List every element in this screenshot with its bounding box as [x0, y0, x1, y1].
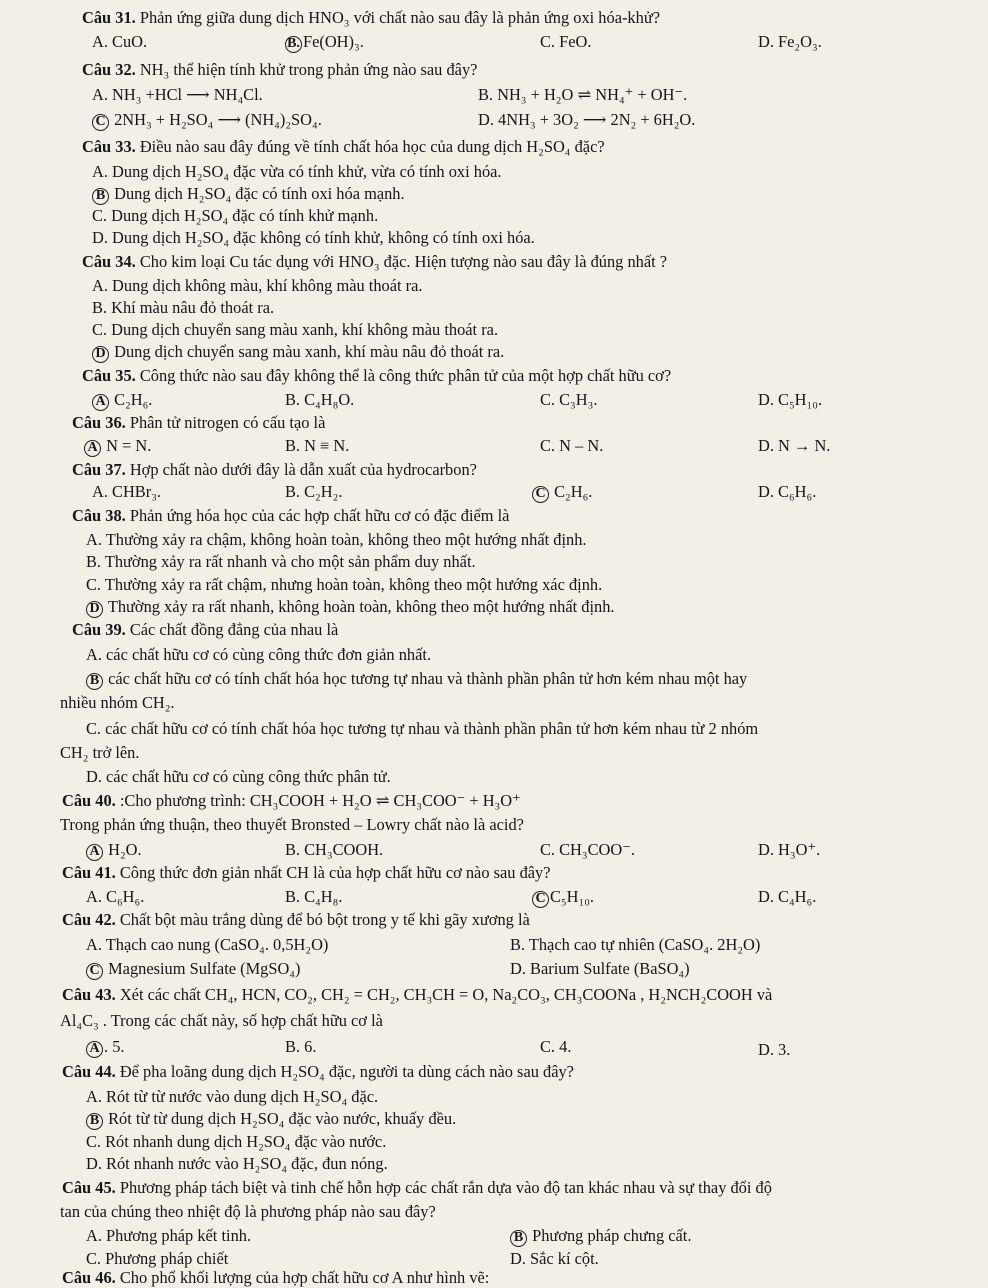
answer-circle-mark: A — [84, 440, 101, 457]
q43-option-b: B. 6. — [285, 1037, 317, 1056]
question-label: Câu 44. — [62, 1062, 116, 1081]
q36-option-a — [84, 436, 151, 457]
question-37-stem — [72, 460, 477, 480]
option-text: Dung dịch H₂SO₄ đặc có tính oxi hóa mạnh. — [114, 184, 405, 203]
question-36-stem — [72, 413, 325, 433]
q41-option-c — [532, 887, 594, 908]
question-44-stem — [62, 1062, 574, 1082]
q34-option-c: C. Dung dịch chuyển sang màu xanh, khí không màu thoát ra. — [92, 320, 499, 339]
q40-option-b: B. CH₃COOH. — [285, 840, 384, 859]
option-text: H₂O. — [108, 840, 142, 859]
answer-circle-mark: C — [86, 963, 103, 980]
q42-option-a: A. Thạch cao nung (CaSO₄. 0,5H₂O) — [86, 935, 329, 954]
q43-option-a — [86, 1037, 125, 1058]
question-32-stem — [82, 60, 477, 80]
answer-circle-mark: D — [92, 346, 109, 363]
question-label: Câu 39. — [72, 620, 126, 639]
q44-option-a: A. Rót từ từ nước vào dung dịch H₂SO₄ đặc. — [86, 1087, 379, 1106]
q38-option-b: B. Thường xảy ra rất nhanh và cho một sản phẩm duy nhất. — [86, 552, 476, 571]
q35-option-a — [92, 390, 152, 411]
q32-option-c — [92, 110, 322, 131]
q40-option-a — [86, 840, 142, 861]
question-label: Câu 37. — [72, 460, 126, 479]
question-label: Câu 43. — [62, 985, 116, 1004]
question-40-stem-line2: Trong phản ứng thuận, theo thuyết Bronsted – Lowry chất nào là acid? — [60, 815, 524, 834]
question-text: NH₃ thể hiện tính khử trong phản ứng nào sau đây? — [139, 60, 478, 79]
question-40-stem — [62, 791, 521, 811]
q39-option-c-continued: CH₂ trở lên. — [60, 743, 140, 762]
answer-circle-mark: B — [510, 1230, 527, 1247]
q44-option-c: C. Rót nhanh dung dịch H₂SO₄ đặc vào nước. — [86, 1132, 387, 1151]
question-34-stem — [82, 252, 667, 272]
q31-option-a: A. CuO. — [92, 32, 148, 51]
q40-option-c: C. CH₃COO⁻. — [540, 840, 635, 859]
option-text: Phương pháp chưng cất. — [532, 1226, 692, 1245]
option-text: N = N. — [106, 436, 152, 455]
q41-option-d: D. C₄H₆. — [758, 887, 817, 906]
question-text: :Cho phương trình: CH₃COOH + H₂O ⇌ CH₃COO⁻ + H₃O⁺ — [119, 791, 521, 810]
q42-option-d: D. Barium Sulfate (BaSO₄) — [510, 959, 690, 978]
question-text: Phương pháp tách biệt và tinh chế hỗn hợp các chất rắn dựa vào độ tan khác nhau và sự thay đổi độ — [119, 1178, 772, 1197]
q36-option-c: C. N – N. — [540, 436, 604, 455]
question-text: Các chất đồng đẳng của nhau là — [129, 620, 339, 639]
q32-option-b: B. NH₃ + H₂O ⇌ NH₄⁺ + OH⁻. — [478, 85, 688, 104]
option-text: C₂H₆. — [554, 482, 593, 501]
question-text: Để pha loãng dung dịch H₂SO₄ đặc, người ta dùng cách nào sau đây? — [119, 1062, 574, 1081]
question-text: Công thức nào sau đây không thể là công thức phân tử của một hợp chất hữu cơ? — [139, 366, 672, 385]
question-35-stem — [82, 366, 671, 386]
q33-option-c: C. Dung dịch H₂SO₄ đặc có tính khử mạnh. — [92, 206, 379, 225]
option-text: Magnesium Sulfate (MgSO₄) — [108, 959, 301, 978]
q45-option-b — [510, 1226, 691, 1247]
question-label: Câu 34. — [82, 252, 136, 271]
q31-option-c: C. FeO. — [540, 32, 592, 51]
question-text: Phân tử nitrogen có cấu tạo là — [129, 413, 326, 432]
question-38-stem — [72, 506, 509, 526]
q33-option-b — [92, 184, 405, 205]
question-text: Cho phổ khối lượng của hợp chất hữu cơ A như hình vẽ: — [119, 1268, 490, 1287]
q36-option-d: D. N → N. — [758, 436, 831, 455]
answer-circle-mark: C — [92, 114, 109, 131]
question-label: Câu 32. — [82, 60, 136, 79]
answer-circle-mark: B — [86, 673, 103, 690]
q34-option-b: B. Khí màu nâu đỏ thoát ra. — [92, 298, 275, 317]
question-label: Câu 36. — [72, 413, 126, 432]
question-39-stem — [72, 620, 338, 640]
question-label: Câu 40. — [62, 791, 116, 810]
q37-option-a: A. CHBr₃. — [92, 482, 162, 501]
question-label: Câu 31. — [82, 8, 136, 27]
question-label: Câu 33. — [82, 137, 136, 156]
q35-option-b: B. C₄H₈O. — [285, 390, 355, 409]
answer-circle-mark: B — [86, 1113, 103, 1130]
question-text: Công thức đơn giản nhất CH là của hợp chất hữu cơ nào sau đây? — [119, 863, 551, 882]
q35-option-d: D. C₅H₁₀. — [758, 390, 823, 409]
answer-circle-mark: A — [86, 1041, 103, 1058]
question-text: Phản ứng hóa học của các hợp chất hữu cơ có đặc điểm là — [129, 506, 510, 525]
question-text: Phản ứng giữa dung dịch HNO₃ với chất nào sau đây là phản ứng oxi hóa-khử? — [139, 8, 660, 27]
question-label: Câu 45. — [62, 1178, 116, 1197]
option-text: Fe(OH)₃. — [303, 32, 364, 51]
q45-option-c: C. Phương pháp chiết — [86, 1249, 229, 1268]
q31-option-b — [285, 32, 364, 53]
question-text: Điều nào sau đây đúng về tính chất hóa học của dung dịch H₂SO₄ đặc? — [139, 137, 605, 156]
answer-circle-mark: B — [92, 188, 109, 205]
question-42-stem — [62, 910, 530, 930]
q39-option-a: A. các chất hữu cơ có cùng công thức đơn giản nhất. — [86, 645, 432, 664]
q38-option-d — [86, 597, 615, 618]
question-33-stem — [82, 137, 605, 157]
q38-option-a: A. Thường xảy ra chậm, không hoàn toàn, không theo một hướng nhất định. — [86, 530, 587, 549]
q45-option-d: D. Sắc kí cột. — [510, 1249, 599, 1268]
answer-circle-mark: A — [86, 844, 103, 861]
option-text: các chất hữu cơ có tính chất hóa học tương tự nhau và thành phần phân tử hơn kém nhau một hay — [108, 669, 748, 688]
answer-circle-mark: B. — [285, 36, 302, 53]
q43-option-c: C. 4. — [540, 1037, 572, 1056]
question-label: Câu 46. — [62, 1268, 116, 1287]
q34-option-d — [92, 342, 504, 363]
option-text: . 5. — [104, 1037, 125, 1056]
question-label: Câu 35. — [82, 366, 136, 385]
q31-option-d: D. Fe₂O₃. — [758, 32, 822, 51]
option-text: Dung dịch chuyển sang màu xanh, khí màu nâu đỏ thoát ra. — [114, 342, 505, 361]
answer-circle-mark: C — [532, 486, 549, 503]
question-label: Câu 38. — [72, 506, 126, 525]
q37-option-b: B. C₂H₂. — [285, 482, 343, 501]
q44-option-d: D. Rót nhanh nước vào H₂SO₄ đặc, đun nóng. — [86, 1154, 388, 1173]
answer-circle-mark: D — [86, 601, 103, 618]
question-label: Câu 42. — [62, 910, 116, 929]
question-31-stem — [82, 8, 660, 28]
q44-option-b — [86, 1109, 456, 1130]
question-text: Hợp chất nào dưới đây là dẫn xuất của hydrocarbon? — [129, 460, 477, 479]
question-43-stem-line2: Al₄C₃ . Trong các chất này, số hợp chất hữu cơ là — [60, 1011, 383, 1030]
question-text: Chất bột màu trắng dùng để bó bột trong y tế khi gãy xương là — [119, 910, 530, 929]
answer-circle-mark: C — [532, 891, 549, 908]
option-text: C₂H₆. — [114, 390, 153, 409]
question-text: Xét các chất CH₄, HCN, CO₂, CH₂ = CH₂, CH₃CH = O, Na₂CO₃, CH₃COONa , H₂NCH₂COOH và — [119, 985, 773, 1004]
question-text: Cho kim loại Cu tác dụng với HNO₃ đặc. Hiện tượng nào sau đây là đúng nhất ? — [139, 252, 668, 271]
q38-option-c: C. Thường xảy ra rất chậm, nhưng hoàn toàn, không theo một hướng xác định. — [86, 575, 603, 594]
q37-option-c — [532, 482, 592, 503]
q34-option-a: A. Dung dịch không màu, khí không màu thoát ra. — [92, 276, 423, 295]
q39-option-c: C. các chất hữu cơ có tính chất hóa học tương tự nhau và thành phần phân tử hơn kém nhau từ 2 nhóm — [86, 719, 759, 738]
option-text: C₅H₁₀. — [550, 887, 595, 906]
q36-option-b: B. N ≡ N. — [285, 436, 350, 455]
question-41-stem — [62, 863, 551, 883]
q39-option-d: D. các chất hữu cơ có cùng công thức phân tử. — [86, 767, 391, 786]
q42-option-c — [86, 959, 300, 980]
option-text: Thường xảy ra rất nhanh, không hoàn toàn, không theo một hướng nhất định. — [107, 597, 615, 616]
question-45-stem — [62, 1178, 772, 1198]
q37-option-d: D. C₆H₆. — [758, 482, 817, 501]
q42-option-b: B. Thạch cao tự nhiên (CaSO₄. 2H₂O) — [510, 935, 761, 954]
q39-option-b — [86, 669, 747, 690]
q32-option-d: D. 4NH₃ + 3O₂ ⟶ 2N₂ + 6H₂O. — [478, 110, 696, 129]
q40-option-d: D. H₃O⁺. — [758, 840, 821, 859]
q32-option-a: A. NH₃ +HCl ⟶ NH₄Cl. — [92, 85, 263, 104]
q43-option-d: D. 3. — [758, 1040, 791, 1059]
q41-option-b: B. C₄H₈. — [285, 887, 343, 906]
answer-circle-mark: A — [92, 394, 109, 411]
q33-option-a: A. Dung dịch H₂SO₄ đặc vừa có tính khử, vừa có tính oxi hóa. — [92, 162, 502, 181]
q39-option-b-continued: nhiều nhóm CH₂. — [60, 693, 175, 712]
q41-option-a: A. C₆H₆. — [86, 887, 145, 906]
option-text: 2NH₃ + H₂SO₄ ⟶ (NH₄)₂SO₄. — [114, 110, 322, 129]
q35-option-c: C. C₃H₃. — [540, 390, 598, 409]
question-45-stem-line2: tan của chúng theo nhiệt độ là phương pháp nào sau đây? — [60, 1202, 436, 1221]
option-text: Rót từ từ dung dịch H₂SO₄ đặc vào nước, khuấy đều. — [108, 1109, 457, 1128]
question-43-stem — [62, 985, 772, 1005]
question-label: Câu 41. — [62, 863, 116, 882]
q45-option-a: A. Phương pháp kết tinh. — [86, 1226, 252, 1245]
question-46-stem — [62, 1268, 489, 1288]
q33-option-d: D. Dung dịch H₂SO₄ đặc không có tính khử, không có tính oxi hóa. — [92, 228, 535, 247]
